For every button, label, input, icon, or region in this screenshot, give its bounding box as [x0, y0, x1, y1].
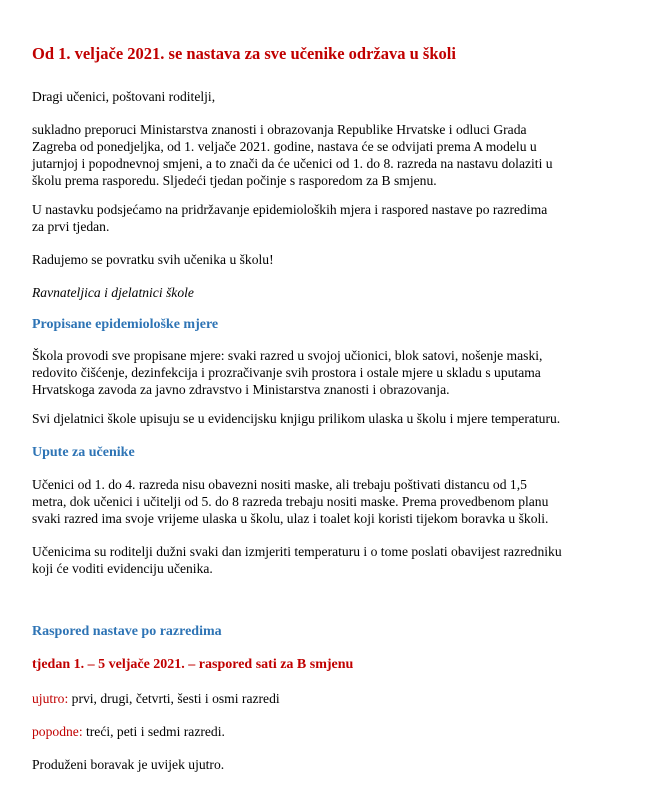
measures-heading: Propisane epidemiološke mjere	[32, 317, 219, 332]
afternoon-text: treći, peti i sedmi razredi.	[82, 724, 225, 739]
signature: Ravnateljica i djelatnici škole	[32, 285, 194, 300]
students-line: svaki razred ima svoje vrijeme ulaska u školu, ulaz i toalet koji koristi tijekom boravka u školi.	[32, 511, 549, 526]
students-line: metra, dok učenici i učitelji od 5. do 8 razreda trebaju nositi maske. Prema provedbenom planu	[32, 494, 549, 509]
extended-stay-text: Produženi boravak je uvijek ujutro.	[32, 757, 225, 772]
parents-line: Učenicima su roditelji dužni svaki dan izmjeriti temperaturu i o tome poslati obavijest razredniku	[32, 544, 562, 559]
welcome-text: Radujemo se povratku svih učenika u školu!	[32, 252, 274, 267]
parents-paragraph	[32, 543, 562, 577]
measures-line: redovito čišćenje, dezinfekcija i prozračivanje svih prostora i ostale mjere u skladu s uputama	[32, 365, 541, 380]
intro-line: jutarnjoj i popodnevnoj smjeni, a to znači da će učenici od 1. do 8. razreda na nastavu dolaziti u	[32, 156, 553, 171]
intro-paragraph	[32, 121, 553, 189]
students-heading: Upute za učenike	[32, 445, 135, 460]
greeting: Dragi učenici, poštovani roditelji,	[32, 89, 216, 104]
intro-line: Zagreba od ponedjeljka, od 1. veljače 2021. godine, nastava će se odvijati prema A modelu u	[32, 139, 537, 154]
measures-line: Hrvatskoga zavoda za javno zdravstvo i Ministarstva znanosti i obrazovanja.	[32, 382, 450, 397]
morning-label: ujutro:	[32, 691, 69, 706]
schedule-week-heading: tjedan 1. – 5 veljače 2021. – raspored sati za B smjenu	[32, 657, 354, 672]
reminder-line: za prvi tjedan.	[32, 219, 110, 234]
measures-line: Škola provodi sve propisane mjere: svaki razred u svojoj učionici, blok satovi, nošenje maski,	[32, 348, 543, 363]
morning-text: prvi, drugi, četvrti, šesti i osmi razredi	[68, 691, 280, 706]
students-line: Učenici od 1. do 4. razreda nisu obavezni nositi maske, ali trebaju poštivati distancu od 1,5	[32, 477, 527, 492]
morning-classes	[32, 690, 280, 707]
afternoon-label: popodne:	[32, 724, 83, 739]
page-title: Od 1. veljače 2021. se nastava za sve učenike održava u školi	[32, 44, 456, 63]
staff-temperature-text: Svi djelatnici škole upisuju se u evidencijsku knjigu prilikom ulaska u školu i mjere temperaturu.	[32, 411, 561, 426]
schedule-heading: Raspored nastave po razredima	[32, 624, 222, 639]
intro-line: sukladno preporuci Ministarstva znanosti i obrazovanja Republike Hrvatske i odluci Grada	[32, 122, 527, 137]
measures-paragraph	[32, 347, 542, 398]
parents-line: koji će voditi evidenciju učenika.	[32, 561, 213, 576]
reminder-paragraph	[32, 201, 547, 235]
afternoon-classes	[32, 723, 225, 740]
students-paragraph	[32, 476, 548, 527]
intro-line: školu prema rasporedu. Sljedeći tjedan počinje s rasporedom za B smjenu.	[32, 173, 437, 188]
reminder-line: U nastavku podsjećamo na pridržavanje epidemioloških mjera i raspored nastave po razredima	[32, 202, 548, 217]
